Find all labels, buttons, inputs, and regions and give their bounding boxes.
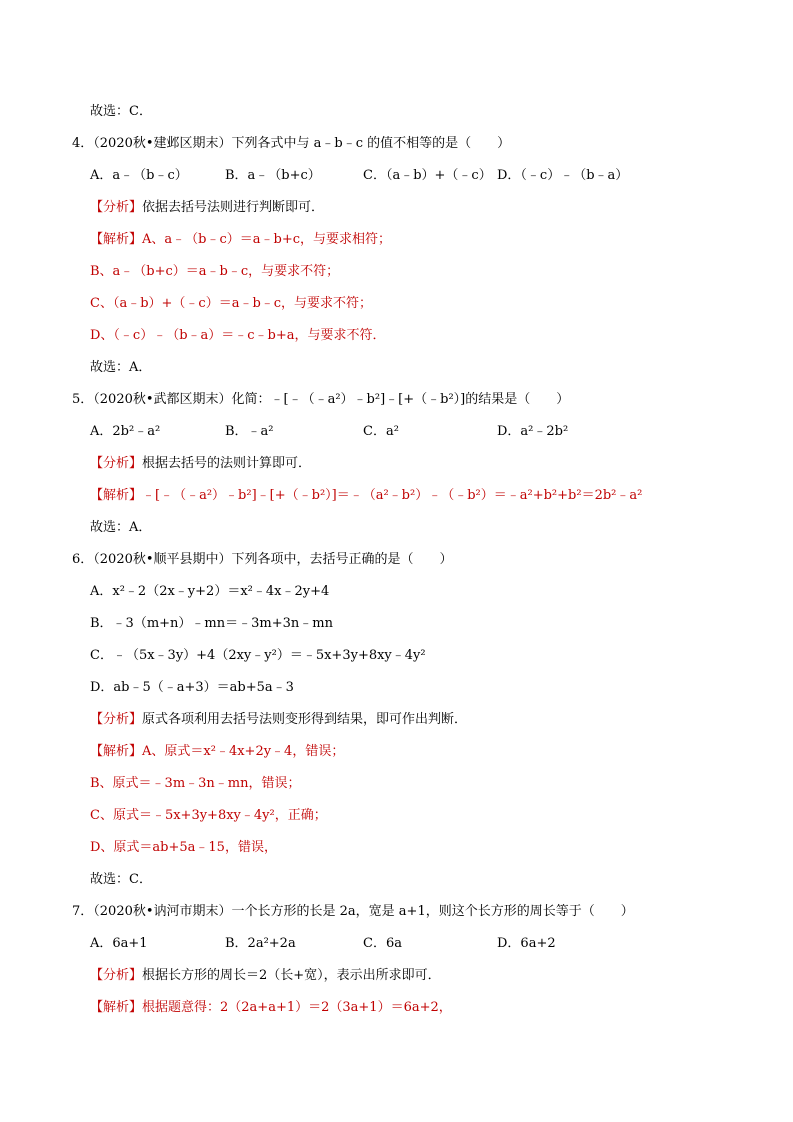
- q6-option-c: C．﹣（5x﹣3y）+4（2xy﹣y²）＝﹣5x+3y+8xy﹣4y²: [90, 648, 426, 663]
- q7-option-a: A．6a+1: [90, 936, 148, 951]
- q6-option-a: A．x²﹣2（2x﹣y+2）＝x²﹣4x﹣2y+4: [90, 584, 330, 599]
- q4-answer: 故选：A．: [90, 360, 152, 375]
- q4-solution-line-4: D、（﹣c）﹣（b﹣a）＝﹣c﹣b+a，与要求不符．: [90, 328, 386, 343]
- solution-text: A、a﹣（b﹣c）＝a﹣b+c，与要求相符；: [142, 232, 392, 247]
- q4-option-d: D．（﹣c）﹣（b﹣a）: [497, 168, 629, 183]
- q4-solution-line-1: [90, 232, 391, 248]
- q7-stem: 7．（2020秋•讷河市期末）一个长方形的长是 2a，宽是 a+1，则这个长方形的周长等于（ ）: [72, 904, 634, 919]
- solution-text: 根据题意得：2（2a+a+1）＝2（3a+1）＝6a+2，: [142, 1000, 452, 1015]
- q5-option-b: B．﹣a²: [225, 424, 274, 439]
- analysis-text: 依据去括号法则进行判断即可．: [142, 200, 325, 215]
- q7-option-c: C．6a: [363, 936, 402, 951]
- q6-solution-line-4: D、原式＝ab+5a﹣15，错误，: [90, 840, 277, 855]
- q5-option-a: A．2b²﹣a²: [90, 424, 161, 439]
- q6-solution-line-1: [90, 744, 344, 760]
- solution-text: ﹣[﹣（﹣a²）﹣b²]﹣[+（﹣b²）]＝﹣（a²﹣b²）﹣（﹣b²）＝﹣a²+b²+b²＝2b²﹣a²: [142, 488, 643, 503]
- q7-option-d: D．6a+2: [497, 936, 556, 951]
- q4-analysis: [90, 200, 324, 216]
- analysis-text: 根据去括号的法则计算即可．: [142, 456, 312, 471]
- q5-option-d: D．a²﹣2b²: [497, 424, 569, 439]
- q4-solution-line-3: C、（a﹣b）+（﹣c）＝a﹣b﹣c，与要求不符；: [90, 296, 373, 311]
- analysis-tag: 【分析】: [90, 968, 143, 983]
- q6-solution-line-3: C、原式＝﹣5x+3y+8xy﹣4y²，正确；: [90, 808, 327, 823]
- q4-stem: 4．（2020秋•建邺区期末）下列各式中与 a﹣b﹣c 的值不相等的是（ ）: [72, 136, 511, 151]
- q7-analysis: [90, 968, 441, 984]
- analysis-text: 原式各项利用去括号法则变形得到结果，即可作出判断．: [142, 712, 468, 727]
- q5-option-c: C．a²: [363, 424, 399, 439]
- q6-stem: 6．（2020秋•顺平县期中）下列各项中，去括号正确的是（ ）: [72, 552, 453, 567]
- q6-option-d: D．ab﹣5（﹣a+3）＝ab+5a﹣3: [90, 680, 294, 695]
- q5-solution: [90, 488, 642, 504]
- solution-tag: 【解析】: [90, 1000, 143, 1015]
- q5-analysis: [90, 456, 311, 472]
- q4-option-a: A．a﹣（b﹣c）: [90, 168, 188, 183]
- q4-option-c: C．（a﹣b）+（﹣c）: [363, 168, 492, 183]
- solution-tag: 【解析】: [90, 488, 143, 503]
- solution-text: A、原式＝x²﹣4x+2y﹣4，错误；: [142, 744, 345, 759]
- q5-stem: 5．（2020秋•武都区期末）化简：﹣[﹣（﹣a²）﹣b²]﹣[+（﹣b²）]的结果是（ ）: [72, 392, 570, 407]
- q5-answer: 故选：A．: [90, 520, 152, 535]
- solution-tag: 【解析】: [90, 744, 143, 759]
- q7-solution: [90, 1000, 452, 1016]
- q3-answer: 故选：C．: [90, 104, 152, 119]
- analysis-tag: 【分析】: [90, 200, 143, 215]
- solution-tag: 【解析】: [90, 232, 143, 247]
- analysis-tag: 【分析】: [90, 456, 143, 471]
- analysis-text: 根据长方形的周长＝2（长+宽），表示出所求即可．: [142, 968, 441, 983]
- q4-option-b: B．a﹣（b+c）: [225, 168, 321, 183]
- q4-solution-line-2: B、a﹣（b+c）＝a﹣b﹣c，与要求不符；: [90, 264, 340, 279]
- q7-option-b: B．2a²+2a: [225, 936, 296, 951]
- analysis-tag: 【分析】: [90, 712, 143, 727]
- q6-solution-line-2: B、原式＝﹣3m﹣3n﹣mn，错误；: [90, 776, 301, 791]
- q6-analysis: [90, 712, 467, 728]
- q6-answer: 故选：C．: [90, 872, 152, 887]
- q6-option-b: B．﹣3（m+n）﹣mn＝﹣3m+3n﹣mn: [90, 616, 333, 631]
